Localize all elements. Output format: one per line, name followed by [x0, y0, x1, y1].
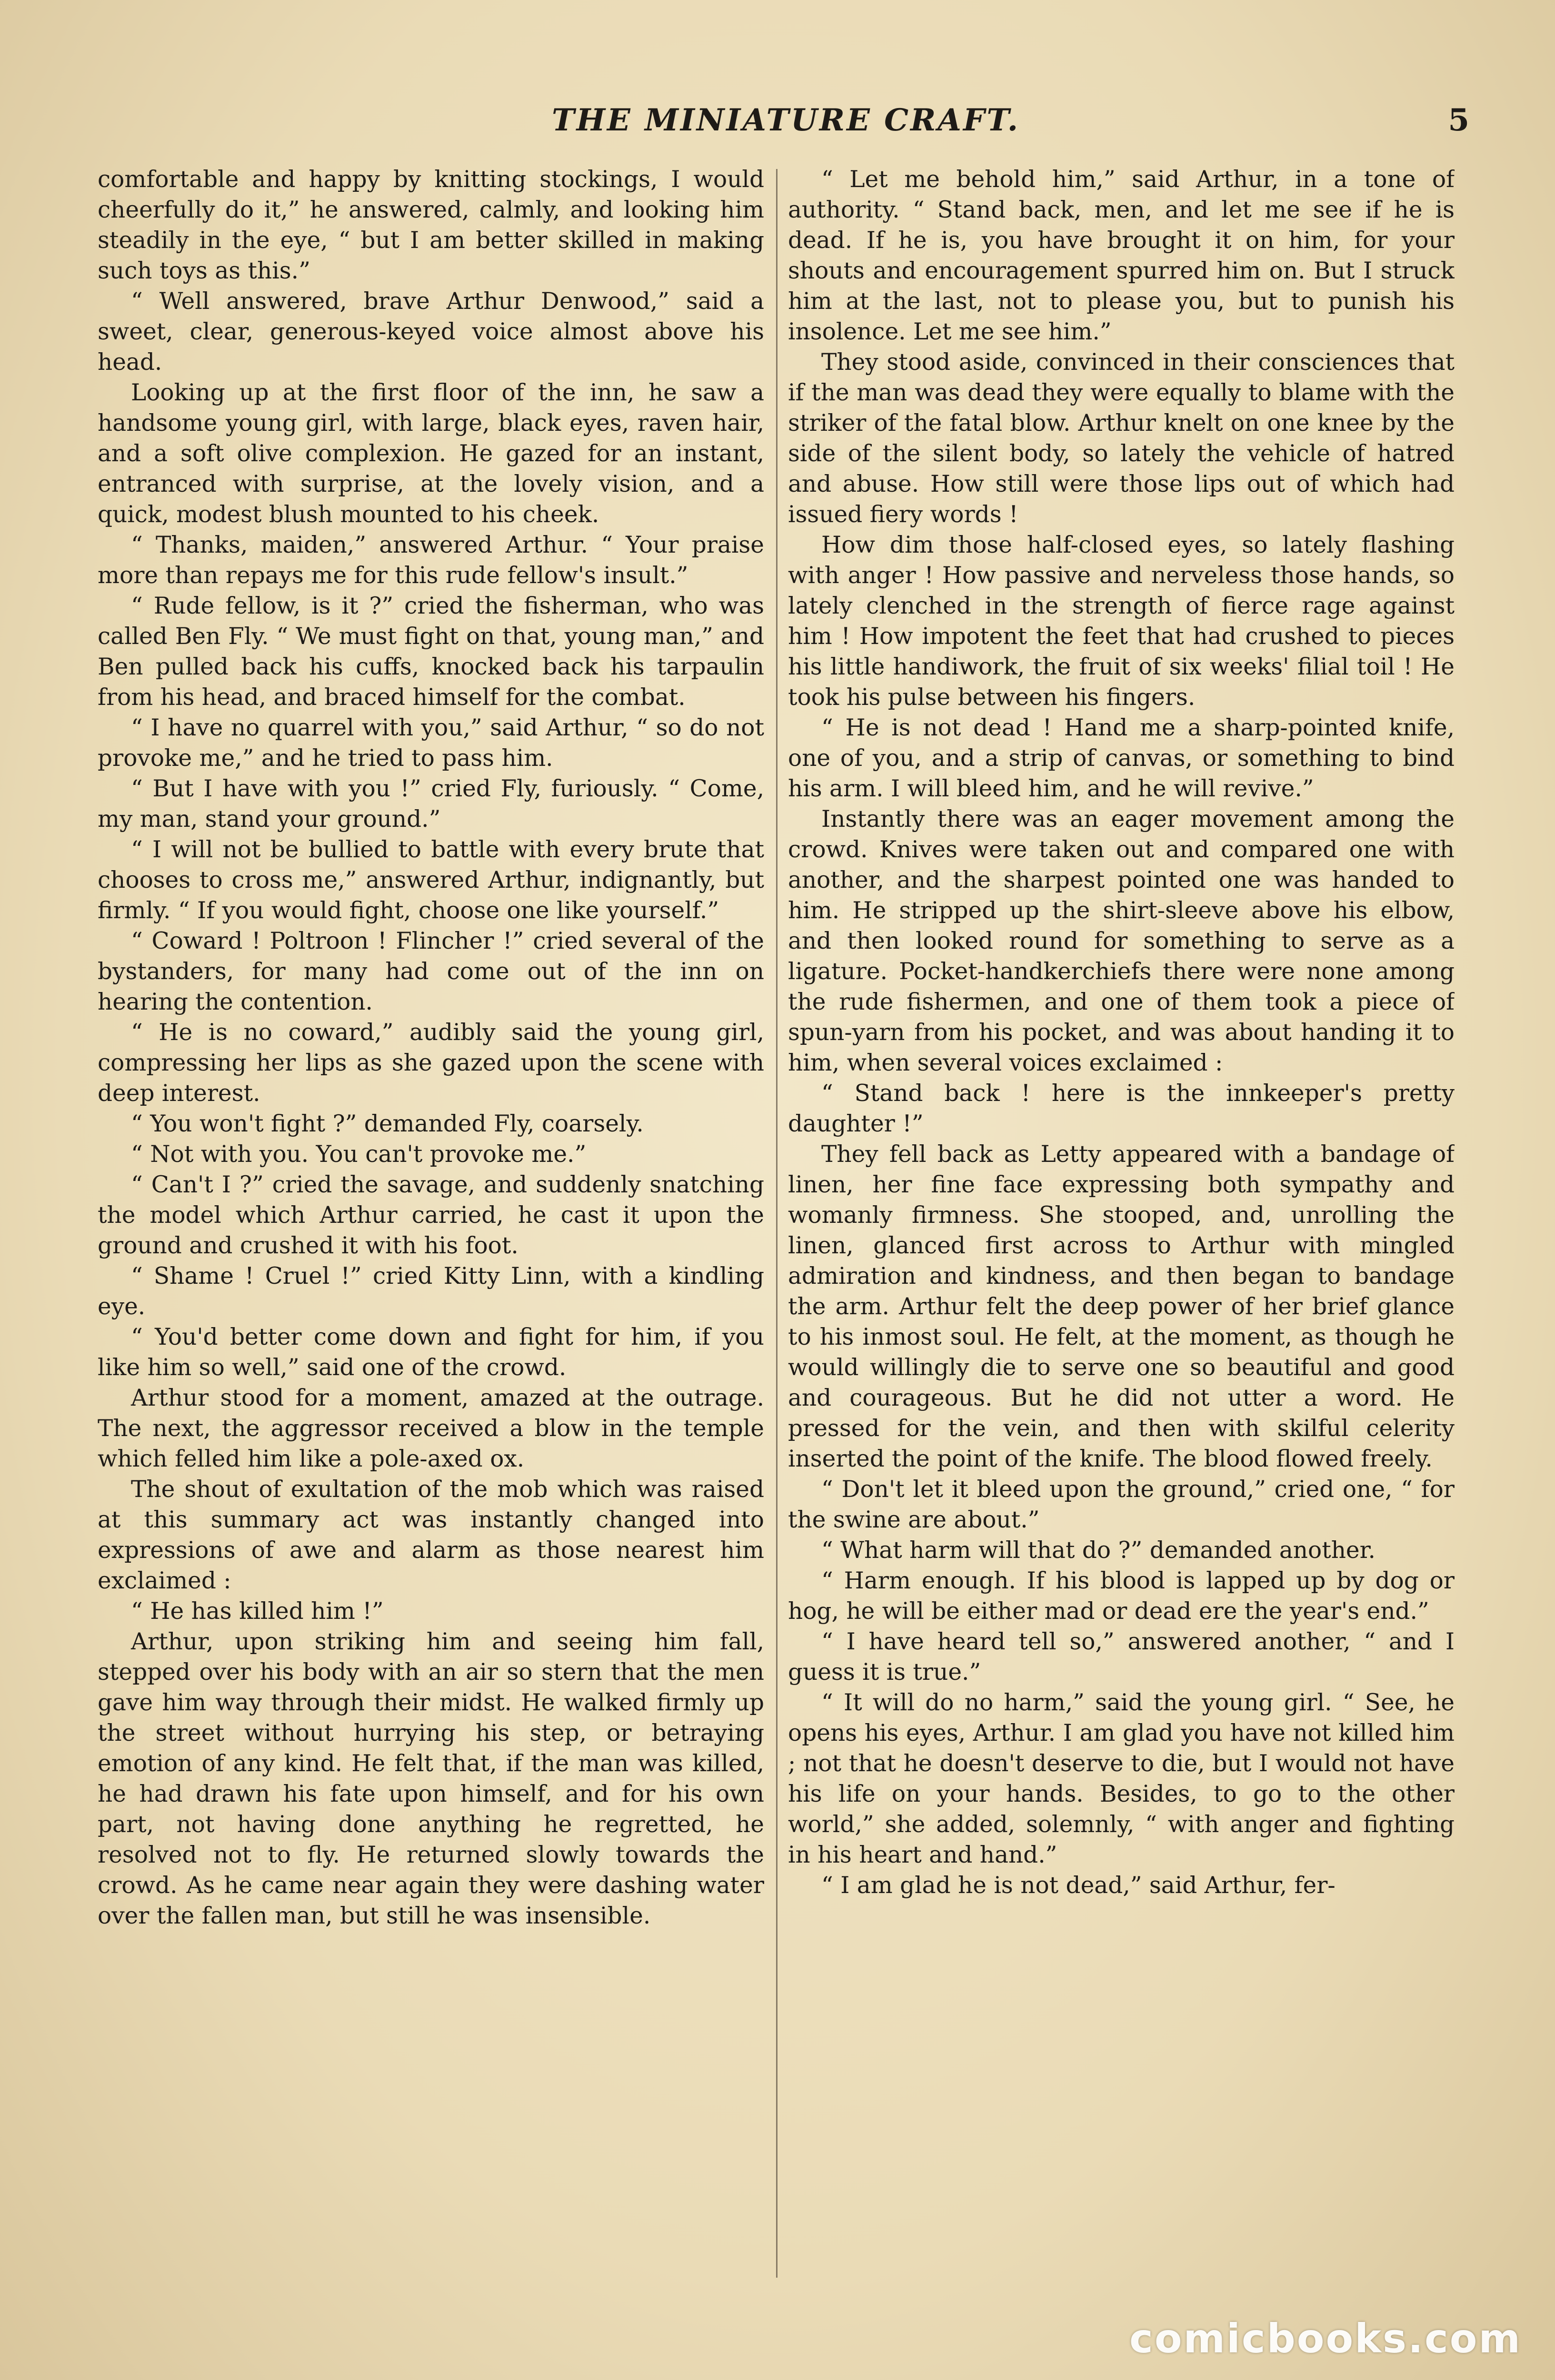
left-column — [98, 164, 764, 2292]
paragraph: “ It will do no harm,” said the young girl. “ See, he opens his eyes, Arthur. I am glad you have not killed him ; not that he doesn't deserve to die, but I would not have his life on your hands. Besides, to go to the other world,” she added, solemnly, “ with anger and fighting in his heart and hand.” — [788, 1689, 1455, 1868]
paragraph: How dim those half-closed eyes, so lately flashing with anger ! How passive and nerveless those hands, so lately clenched in the strength of fierce rage against him ! How impotent the feet that had crushed to pieces his little handiwork, the fruit of six weeks' filial toil ! He took his pulse between his fingers. — [788, 532, 1455, 711]
page-header — [102, 102, 1469, 155]
paragraph: “ But I have with you !” cried Fly, furiously. “ Come, my man, stand your ground.” — [98, 775, 764, 833]
paragraph: “ I have no quarrel with you,” said Arthur, “ so do not provoke me,” and he tried to pass him. — [98, 714, 764, 772]
paragraph: “ You'd better come down and fight for him, if you like him so well,” said one of the crowd. — [98, 1324, 764, 1381]
paragraph: The shout of exultation of the mob which was raised at this summary act was instantly changed into expressions of awe and alarm as those nearest him exclaimed : — [98, 1476, 764, 1594]
paragraph: “ I will not be bullied to battle with every brute that chooses to cross me,” answered Arthur, indignantly, but firmly. “ If you would fight, choose one like yourself.” — [98, 836, 764, 924]
watermark: comicbooks.com — [1129, 2315, 1522, 2362]
paragraph: “ He has killed him !” — [131, 1598, 384, 1625]
running-title: THE MINIATURE CRAFT. — [551, 102, 1020, 138]
paragraph: comfortable and happy by knitting stockings, I would cheerfully do it,” he answered, calmly, and looking him steadily in the eye, “ but I am better skilled in making such toys as this.” — [98, 166, 764, 284]
paragraph: “ I have heard tell so,” answered another, “ and I guess it is true.” — [788, 1628, 1455, 1686]
paragraph: Arthur stood for a moment, amazed at the outrage. The next, the aggressor received a blow in the temple which felled him like a pole-axed ox. — [98, 1385, 764, 1472]
paragraph: “ Coward ! Poltroon ! Flincher !” cried several of the bystanders, for many had come out of the inn on hearing the contention. — [98, 928, 764, 1015]
paragraph: “ Not with you. You can't provoke me.” — [131, 1141, 587, 1168]
paragraph: They stood aside, convinced in their consciences that if the man was dead they were equally to blame with the striker of the fatal blow. Arthur knelt on one knee by the side of the silent body, so lately the vehicle of hatred and abuse. How still were those lips out of which had issued fiery words ! — [788, 349, 1455, 528]
column-divider — [776, 169, 778, 2278]
right-column — [788, 164, 1455, 2292]
paragraph: “ Shame ! Cruel !” cried Kitty Linn, with a kindling eye. — [98, 1263, 764, 1320]
paragraph: “ I am glad he is not dead,” said Arthur, fer- — [821, 1872, 1336, 1899]
paragraph: Looking up at the first floor of the inn, he saw a handsome young girl, with large, black eyes, raven hair, and a soft olive complexion. He gazed for an instant, entranced with surprise, at the lovely vision, and a quick, modest blush mounted to his cheek. — [98, 379, 764, 528]
text-columns — [98, 164, 1455, 2292]
paragraph: Arthur, upon striking him and seeing him fall, stepped over his body with an air so stern that the men gave him way through their midst. He walked firmly up the street without hurrying his step, or betraying emotion of any kind. He felt that, if the man was killed, he had drawn his fate upon himself, and for his own part, not having done anything he regretted, he resolved not to fly. He returned slowly towards the crowd. As he came near again they were dashing water over the fallen man, but still he was insensible. — [98, 1628, 764, 1929]
paragraph: “ Let me behold him,” said Arthur, in a tone of authority. “ Stand back, men, and let me see if he is dead. If he is, you have brought it on him, for your shouts and encouragement spurred him on. But I struck him at the last, not to please you, but to punish his insolence. Let me see him.” — [788, 166, 1455, 345]
paragraph: “ Stand back ! here is the innkeeper's pretty daughter !” — [788, 1080, 1455, 1137]
paragraph: “ Rude fellow, is it ?” cried the fisherman, who was called Ben Fly. “ We must fight on that, young man,” and Ben pulled back his cuffs, knocked back his tarpaulin from his head, and braced himself for the combat. — [98, 593, 764, 711]
paragraph: “ Harm enough. If his blood is lapped up by dog or hog, he will be either mad or dead ere the year's end.” — [788, 1567, 1455, 1625]
paragraph: “ He is no coward,” audibly said the young girl, compressing her lips as she gazed upon the scene with deep interest. — [98, 1019, 764, 1107]
paragraph: They fell back as Letty appeared with a bandage of linen, her fine face expressing both sympathy and womanly firmness. She stooped, and, unrolling the linen, glanced first across to Arthur with mingled admiration and kindness, and then began to bandage the arm. Arthur felt the deep power of her brief glance to his inmost soul. He felt, at the moment, as though he would willingly die to serve one so beautiful and good and courageous. But he did not utter a word. He pressed for the vein, and then with skilful celerity inserted the point of the knife. The blood flowed freely. — [788, 1141, 1455, 1472]
paragraph: “ What harm will that do ?” demanded another. — [821, 1537, 1376, 1564]
page-number: 5 — [1448, 102, 1469, 138]
paragraph: “ Don't let it bleed upon the ground,” cried one, “ for the swine are about.” — [788, 1476, 1455, 1533]
paragraph: “ Well answered, brave Arthur Denwood,” said a sweet, clear, generous-keyed voice almost above his head. — [98, 288, 764, 376]
paragraph: “ You won't fight ?” demanded Fly, coarsely. — [131, 1111, 644, 1137]
paragraph: “ Thanks, maiden,” answered Arthur. “ Your praise more than repays me for this rude fellow's insult.” — [98, 532, 764, 589]
paragraph: “ Can't I ?” cried the savage, and suddenly snatching the model which Arthur carried, he cast it upon the ground and crushed it with his foot. — [98, 1171, 764, 1259]
paragraph: Instantly there was an eager movement among the crowd. Knives were taken out and compared one with another, and the sharpest pointed one was handed to him. He stripped up the shirt-sleeve above his elbow, and then looked round for something to serve as a ligature. Pocket-handkerchiefs there were none among the rude fishermen, and one of them took a piece of spun-yarn from his pocket, and was about handing it to him, when several voices exclaimed : — [788, 806, 1455, 1076]
paragraph: “ He is not dead ! Hand me a sharp-pointed knife, one of you, and a strip of canvas, or something to bind his arm. I will bleed him, and he will revive.” — [788, 714, 1455, 802]
